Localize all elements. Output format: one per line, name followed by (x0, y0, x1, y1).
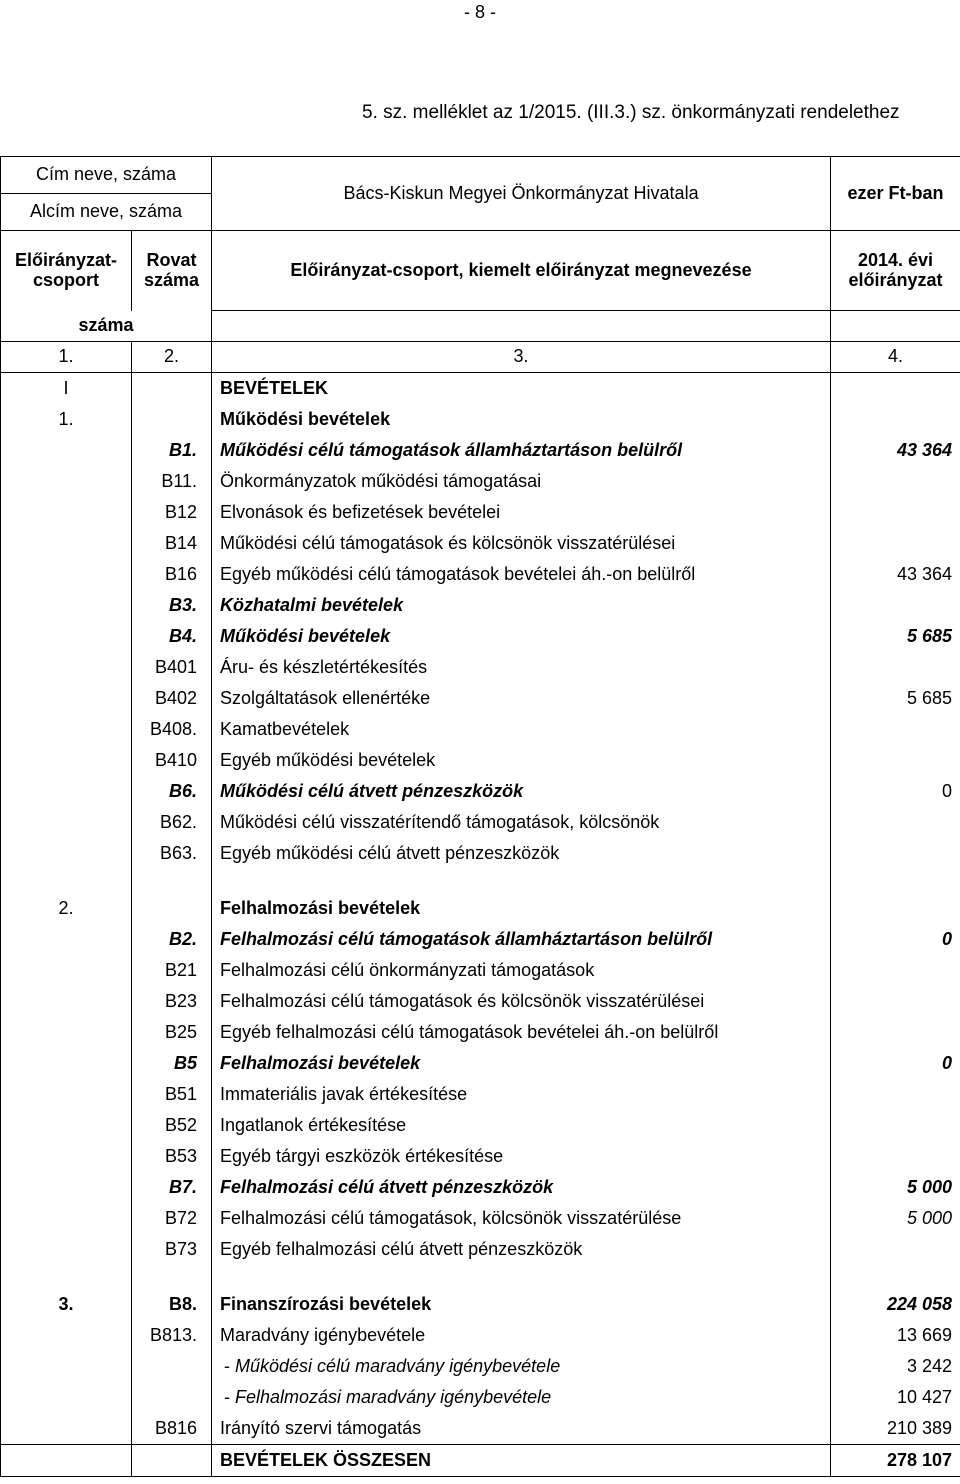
row-name: Felhalmozási bevételek (212, 893, 831, 924)
row-code (132, 893, 212, 924)
row-code (132, 1382, 212, 1413)
row-group (1, 590, 132, 621)
header-unit: ezer Ft-ban (831, 157, 960, 231)
row-name-text: Működési célú maradvány igénybevétele (235, 1355, 561, 1376)
row-amount: 5 685 (831, 683, 960, 714)
row-name: Működési célú átvett pénzeszközök (212, 776, 831, 807)
row-name: Felhalmozási célú átvett pénzeszközök (212, 1172, 831, 1203)
row-name: Közhatalmi bevételek (212, 590, 831, 621)
row-group: 1. (1, 404, 132, 435)
row-name: Ingatlanok értékesítése (212, 1110, 831, 1141)
row-amount: 5 000 (831, 1172, 960, 1203)
row-code: B51 (132, 1079, 212, 1110)
row-amount (831, 466, 960, 497)
row-name: Felhalmozási bevételek (212, 1048, 831, 1079)
row-name: Működési célú visszatérítendő támogatások, kölcsönök (212, 807, 831, 838)
row-group: I (1, 373, 132, 405)
row-amount: 43 364 (831, 435, 960, 466)
col-num-3: 3. (212, 342, 831, 373)
row-code: B14 (132, 528, 212, 559)
row-code (132, 373, 212, 405)
header-evi: 2014. évi előirányzat (831, 231, 960, 311)
row-amount (831, 1234, 960, 1265)
row-group: 2. (1, 893, 132, 924)
row-name-text: Felhalmozási maradvány igénybevétele (235, 1386, 552, 1407)
col-num-4: 4. (831, 342, 960, 373)
page-number: - 8 - (463, 2, 496, 22)
row-amount (831, 1141, 960, 1172)
row-group (1, 1172, 132, 1203)
row-prefix: - (224, 1355, 236, 1376)
row-amount: 5 000 (831, 1203, 960, 1234)
row-code: B63. (132, 838, 212, 869)
row-code (132, 404, 212, 435)
row-amount (831, 714, 960, 745)
row-group (1, 807, 132, 838)
row-code: B408. (132, 714, 212, 745)
row-code: B73 (132, 1234, 212, 1265)
row-amount (831, 1079, 960, 1110)
row-group (1, 683, 132, 714)
row-amount: 0 (831, 776, 960, 807)
row-group (1, 435, 132, 466)
row-group (1, 714, 132, 745)
row-code: B3. (132, 590, 212, 621)
row-code: B72 (132, 1203, 212, 1234)
header-csoport: Előirányzat-csoport (1, 231, 132, 311)
row-amount (831, 838, 960, 869)
row-group: 3. (1, 1289, 132, 1320)
row-group (1, 1110, 132, 1141)
row-amount (831, 807, 960, 838)
header-alcim: Alcím neve, száma (1, 194, 212, 231)
row-group (1, 559, 132, 590)
row-name: Felhalmozási célú támogatások és kölcsönök visszatérülései (212, 986, 831, 1017)
row-name (212, 1382, 831, 1413)
row-amount (831, 745, 960, 776)
row-amount: 43 364 (831, 559, 960, 590)
row-code: B2. (132, 924, 212, 955)
row-code (132, 1351, 212, 1382)
document-subtitle: 5. sz. melléklet az 1/2015. (III.3.) sz. önkormányzati rendelethez (362, 102, 900, 123)
row-name: Egyéb működési célú támogatások bevételei áh.-on belülről (212, 559, 831, 590)
row-amount (831, 497, 960, 528)
row-code: B25 (132, 1017, 212, 1048)
row-name: Finanszírozási bevételek (212, 1289, 831, 1320)
row-group (1, 1445, 132, 1477)
row-name: Egyéb működési bevételek (212, 745, 831, 776)
row-amount: 224 058 (831, 1289, 960, 1320)
row-name: Működési célú támogatások államháztartáson belülről (212, 435, 831, 466)
row-name: BEVÉTELEK (212, 373, 831, 405)
row-group (1, 924, 132, 955)
row-code: B816 (132, 1413, 212, 1445)
col-num-2: 2. (132, 342, 212, 373)
row-code: B53 (132, 1141, 212, 1172)
row-group (1, 776, 132, 807)
row-code (132, 1445, 212, 1477)
row-group (1, 1382, 132, 1413)
row-group (1, 1203, 132, 1234)
row-name: Elvonások és befizetések bevételei (212, 497, 831, 528)
row-code: B5 (132, 1048, 212, 1079)
header-org: Bács-Kiskun Megyei Önkormányzat Hivatala (212, 157, 831, 231)
col-num-1: 1. (1, 342, 132, 373)
row-amount: 5 685 (831, 621, 960, 652)
row-amount (831, 1110, 960, 1141)
row-name: Működési bevételek (212, 404, 831, 435)
row-group (1, 1413, 132, 1445)
row-group (1, 1048, 132, 1079)
row-amount: 210 389 (831, 1413, 960, 1445)
row-group (1, 1017, 132, 1048)
row-amount: 3 242 (831, 1351, 960, 1382)
total-label: BEVÉTELEK ÖSSZESEN (212, 1445, 831, 1477)
row-group (1, 1234, 132, 1265)
row-name: Egyéb felhalmozási célú támogatások bevételei áh.-on belülről (212, 1017, 831, 1048)
row-code: B12 (132, 497, 212, 528)
row-name: Felhalmozási célú önkormányzati támogatások (212, 955, 831, 986)
row-code: B402 (132, 683, 212, 714)
row-name: Működési célú támogatások és kölcsönök visszatérülései (212, 528, 831, 559)
row-code: B11. (132, 466, 212, 497)
row-name: Maradvány igénybevétele (212, 1320, 831, 1351)
budget-table (0, 156, 960, 1477)
row-name: Felhalmozási célú támogatások, kölcsönök visszatérülése (212, 1203, 831, 1234)
row-name: Egyéb tárgyi eszközök értékesítése (212, 1141, 831, 1172)
row-code: B813. (132, 1320, 212, 1351)
row-group (1, 1351, 132, 1382)
row-amount (831, 893, 960, 924)
row-name: Áru- és készletértékesítés (212, 652, 831, 683)
row-group (1, 955, 132, 986)
row-amount: 13 669 (831, 1320, 960, 1351)
row-group (1, 528, 132, 559)
row-group (1, 986, 132, 1017)
row-code: B8. (132, 1289, 212, 1320)
row-code: B7. (132, 1172, 212, 1203)
row-name: Egyéb felhalmozási célú átvett pénzeszközök (212, 1234, 831, 1265)
row-code: B4. (132, 621, 212, 652)
row-group (1, 1079, 132, 1110)
row-name: Működési bevételek (212, 621, 831, 652)
row-name: Egyéb működési célú átvett pénzeszközök (212, 838, 831, 869)
row-amount (831, 373, 960, 405)
row-group (1, 745, 132, 776)
row-group (1, 652, 132, 683)
row-name: Szolgáltatások ellenértéke (212, 683, 831, 714)
row-group (1, 621, 132, 652)
row-amount: 0 (831, 1048, 960, 1079)
row-amount (831, 528, 960, 559)
row-code: B23 (132, 986, 212, 1017)
total-amount: 278 107 (831, 1445, 960, 1477)
header-megnevezes: Előirányzat-csoport, kiemelt előirányzat megnevezése (212, 231, 831, 311)
row-code: B52 (132, 1110, 212, 1141)
row-code: B1. (132, 435, 212, 466)
row-code: B410 (132, 745, 212, 776)
row-prefix: - (224, 1386, 236, 1407)
row-name: Önkormányzatok működési támogatásai (212, 466, 831, 497)
row-amount: 10 427 (831, 1382, 960, 1413)
row-amount (831, 590, 960, 621)
row-name: Kamatbevételek (212, 714, 831, 745)
row-name: Felhalmozási célú támogatások államháztartáson belülről (212, 924, 831, 955)
row-group (1, 1141, 132, 1172)
row-code: B401 (132, 652, 212, 683)
row-group (1, 838, 132, 869)
row-group (1, 466, 132, 497)
row-name (212, 1351, 831, 1382)
header-szama: száma (1, 311, 212, 342)
row-group (1, 1320, 132, 1351)
row-amount (831, 986, 960, 1017)
header-rovat: Rovat száma (132, 231, 212, 311)
row-code: B62. (132, 807, 212, 838)
row-amount (831, 652, 960, 683)
header-cim: Cím neve, száma (1, 157, 212, 194)
row-amount (831, 404, 960, 435)
row-group (1, 497, 132, 528)
row-amount (831, 955, 960, 986)
row-name: Irányító szervi támogatás (212, 1413, 831, 1445)
row-code: B21 (132, 955, 212, 986)
row-code: B6. (132, 776, 212, 807)
row-amount (831, 1017, 960, 1048)
row-name: Immateriális javak értékesítése (212, 1079, 831, 1110)
row-code: B16 (132, 559, 212, 590)
row-amount: 0 (831, 924, 960, 955)
